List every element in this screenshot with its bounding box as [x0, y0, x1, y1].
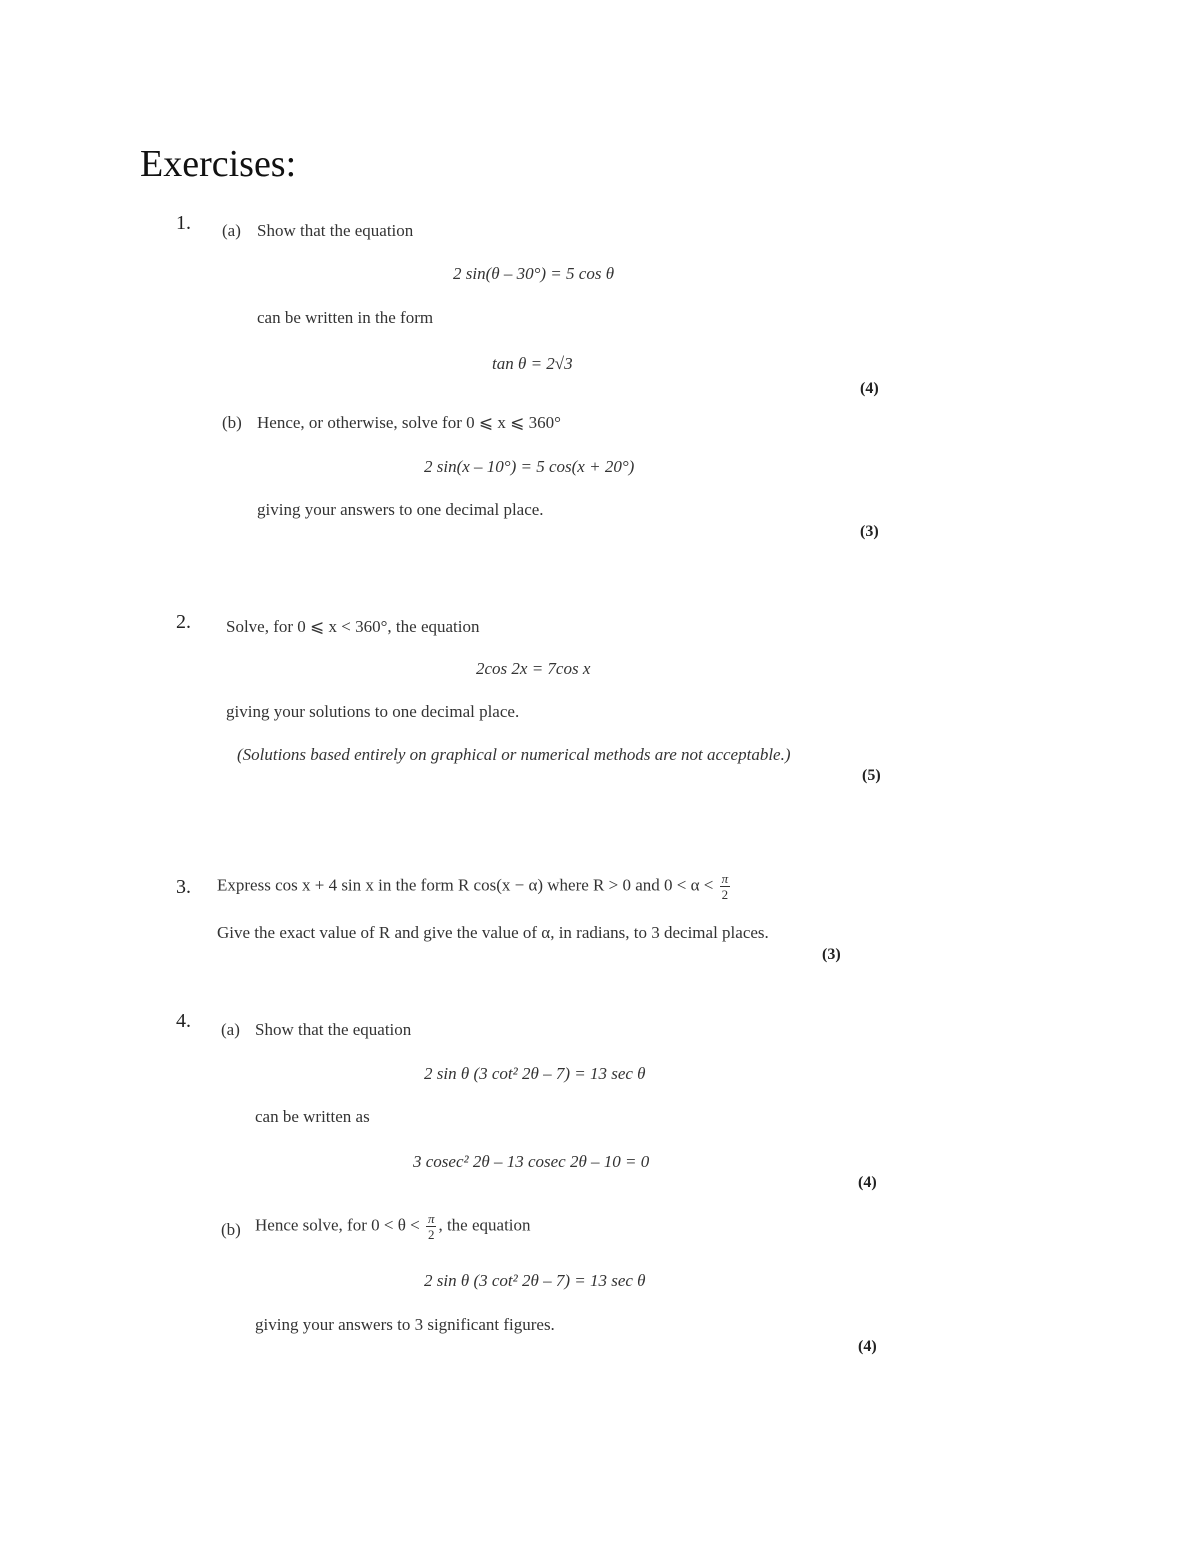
fraction-numerator: π — [427, 1211, 435, 1226]
note-text: (Solutions based entirely on graphical or numerical methods are not acceptable.) — [237, 745, 791, 764]
equation: 3 cosec² 2θ – 13 cosec 2θ – 10 = 0 — [413, 1152, 650, 1171]
equation: 2 sin θ (3 cot² 2θ – 7) = 13 sec θ — [424, 1064, 646, 1083]
equation: tan θ = 2√3 — [492, 354, 573, 373]
question-text: Give the exact value of R and give the value of α, in radians, to 3 decimal places. — [217, 923, 769, 942]
part-label: (a) — [222, 221, 241, 240]
question-text-main: Express cos x + 4 sin x in the form R cos(x − α) where R > 0 and 0 < α < — [217, 875, 714, 895]
marks: (5) — [862, 767, 881, 784]
marks: (4) — [858, 1338, 877, 1355]
equation: 2 sin(θ – 30°) = 5 cos θ — [453, 264, 615, 283]
part-label: (b) — [222, 413, 242, 432]
marks: (3) — [860, 523, 879, 540]
question-number: 3. — [176, 876, 191, 898]
question-text: can be written as — [255, 1107, 370, 1126]
marks: (4) — [860, 380, 879, 397]
part-label: (b) — [221, 1220, 241, 1239]
fraction — [720, 872, 731, 901]
question-text: giving your answers to 3 significant figures. — [255, 1315, 555, 1334]
question-text: giving your answers to one decimal place. — [257, 500, 544, 519]
equation: 2cos 2x = 7cos x — [476, 659, 591, 678]
question-number: 4. — [176, 1010, 191, 1032]
marks: (4) — [858, 1174, 877, 1191]
question-text: giving your solutions to one decimal place. — [226, 702, 520, 721]
part-label: (a) — [221, 1020, 240, 1039]
question-text: Show that the equation — [257, 221, 414, 240]
page-title: Exercises: — [140, 143, 297, 185]
question-number: 1. — [176, 212, 191, 234]
question-text — [217, 872, 732, 901]
equation: 2 sin θ (3 cot² 2θ – 7) = 13 sec θ — [424, 1271, 646, 1290]
fraction-denominator: 2 — [721, 887, 729, 902]
question-number: 2. — [176, 611, 191, 633]
fraction-denominator: 2 — [427, 1227, 435, 1242]
question-text — [255, 1212, 531, 1241]
question-text-post: , the equation — [438, 1215, 531, 1235]
fraction-numerator: π — [721, 871, 729, 886]
marks: (3) — [822, 946, 841, 963]
question-text-pre: Hence solve, for 0 < θ < — [255, 1215, 420, 1235]
question-text: Hence, or otherwise, solve for 0 ⩽ x ⩽ 360° — [257, 413, 561, 432]
question-text: can be written in the form — [257, 308, 434, 327]
equation: 2 sin(x – 10°) = 5 cos(x + 20°) — [424, 457, 635, 476]
question-text: Solve, for 0 ⩽ x < 360°, the equation — [226, 617, 480, 636]
question-text: Show that the equation — [255, 1020, 412, 1039]
fraction — [426, 1212, 437, 1241]
